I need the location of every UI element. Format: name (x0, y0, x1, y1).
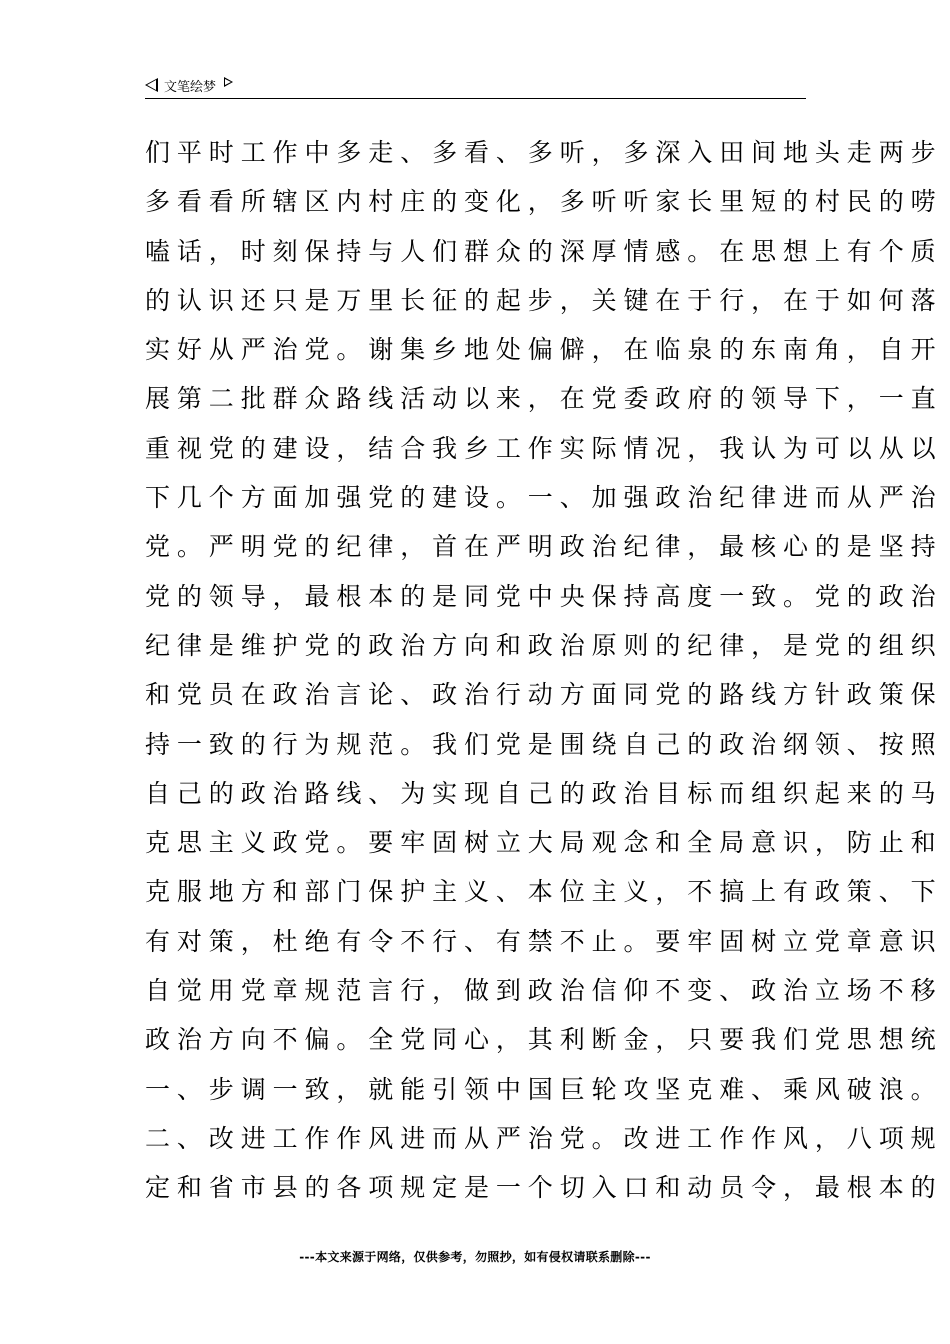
text-line: 展第二批群众路线活动以来，在党委政府的领导下，一直 (145, 384, 943, 414)
text-line: 政治方向不偏。全党同心，其利断金，只要我们党思想统 (145, 1025, 943, 1055)
document-body (145, 128, 943, 1213)
text-line: 纪律是维护党的政治方向和政治原则的纪律，是党的组织 (145, 630, 943, 660)
text-line: 和党员在政治言论、政治行动方面同党的路线方针政策保 (145, 680, 943, 710)
text-line: 有对策，杜绝有令不行、有禁不止。要牢固树立党章意识 (145, 926, 943, 956)
header-divider (145, 98, 806, 99)
text-line: 多看看所辖区内村庄的变化，多听听家长里短的村民的唠 (145, 187, 943, 217)
text-line: 党的领导，最根本的是同党中央保持高度一致。党的政治 (145, 581, 943, 611)
text-line: 自己的政治路线、为实现自己的政治目标而组织起来的马 (145, 778, 943, 808)
text-line: 克思主义政党。要牢固树立大局观念和全局意识，防止和 (145, 828, 943, 858)
text-line: 实好从严治党。谢集乡地处偏僻，在临泉的东南角，自开 (145, 335, 943, 365)
text-line: 重视党的建设，结合我乡工作实际情况，我认为可以从以 (145, 433, 943, 463)
header-title: 文笔绘梦 (164, 79, 217, 95)
text-line: 们平时工作中多走、多看、多听，多深入田间地头走两步 (145, 138, 943, 167)
text-line: 嗑话，时刻保持与人们群众的深厚情感。在思想上有个质 (145, 236, 943, 266)
text-line: 的认识还只是万里长征的起步，关键在于行，在于如何落 (145, 285, 943, 315)
text-line: 一、步调一致，就能引领中国巨轮攻坚克难、乘风破浪。 (145, 1074, 943, 1104)
text-line: 党。严明党的纪律，首在严明政治纪律，最核心的是坚持 (145, 532, 943, 562)
text-line: 自觉用党章规范言行，做到政治信仰不变、政治立场不移 (145, 976, 943, 1006)
triangle-right-icon (224, 77, 233, 87)
footer-disclaimer: ---本文来源于网络，仅供参考，勿照抄，如有侵权请联系删除--- (299, 1250, 651, 1264)
page-header (145, 72, 233, 98)
text-line: 持一致的行为规范。我们党是围绕自己的政治纲领、按照 (145, 729, 943, 759)
text-line: 下几个方面加强党的建设。一、加强政治纪律进而从严治 (145, 483, 943, 513)
text-line: 克服地方和部门保护主义、本位主义，不搞上有政策、下 (145, 877, 943, 907)
text-line: 二、改进工作作风进而从严治党。改进工作作风，八项规 (145, 1123, 943, 1153)
triangle-left-icon (145, 78, 158, 92)
text-line: 定和省市县的各项规定是一个切入口和动员令，最根本的 (145, 1173, 943, 1203)
